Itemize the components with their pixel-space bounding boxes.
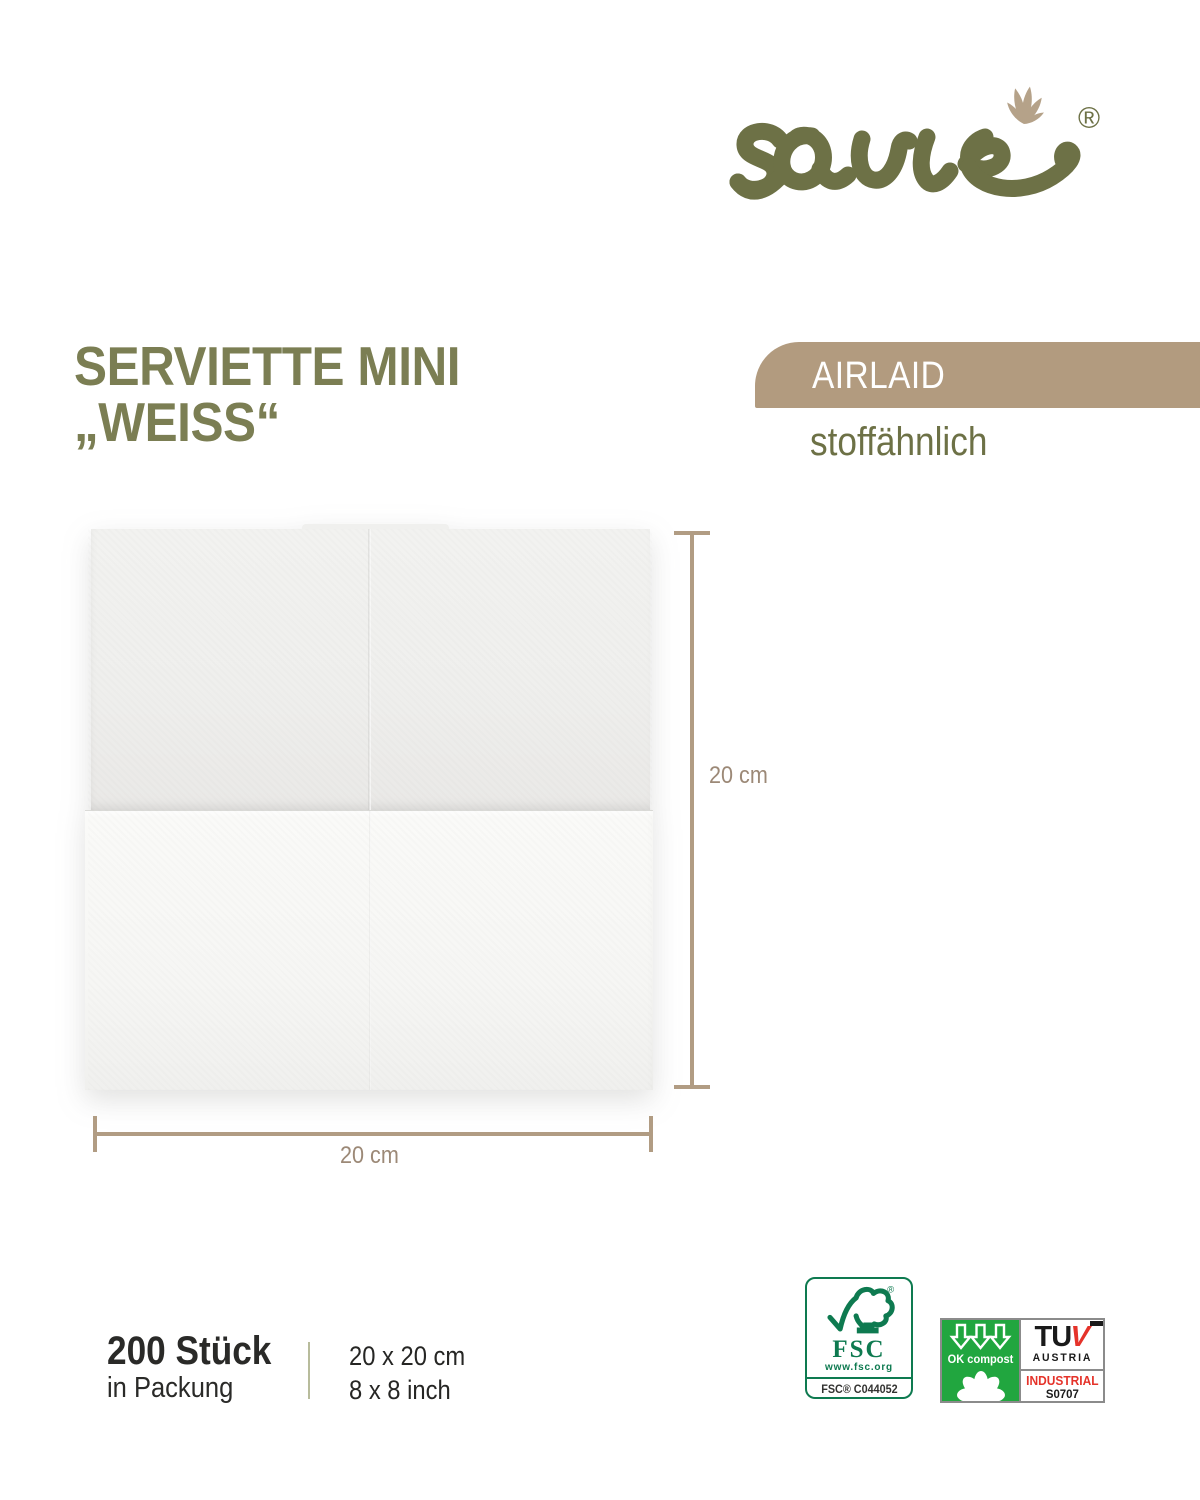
- compost-arrows-icon: [942, 1323, 1019, 1353]
- ok-compost-logo: [942, 1320, 1019, 1401]
- width-dimension-line: [93, 1132, 653, 1136]
- height-dimension-label: 20 cm: [709, 762, 768, 789]
- info-divider: [308, 1342, 310, 1399]
- tuv-region-label: AUSTRIA: [1032, 1352, 1092, 1364]
- tuv-brand-block: [1021, 1320, 1103, 1369]
- page-title: [74, 335, 578, 453]
- napkin-photo: [88, 529, 652, 1090]
- napkin-texture: [88, 529, 652, 1090]
- width-dimension-label: 20 cm: [340, 1142, 399, 1169]
- material-sub-label: stoffähnlich: [810, 420, 988, 464]
- tuv-wordmark: [1034, 1321, 1094, 1353]
- fsc-divider: [807, 1377, 911, 1379]
- tuv-austria-logo: [1019, 1320, 1103, 1401]
- compost-tuv-logo: [940, 1318, 1105, 1403]
- size-imperial: 8 x 8 inch: [349, 1375, 451, 1405]
- size-metric: 20 x 20 cm: [349, 1341, 466, 1371]
- brand-logo: [728, 70, 1128, 220]
- brand-registered-mark: ®: [1078, 102, 1101, 135]
- tuv-sector-label: INDUSTRIAL: [1025, 1373, 1099, 1388]
- fsc-acronym: FSC: [832, 1336, 886, 1364]
- pack-quantity: 200 Stück: [107, 1329, 272, 1373]
- height-dimension-line: [690, 531, 694, 1089]
- title-line-2: „WEISS“: [74, 391, 280, 453]
- compost-flower-icon: [949, 1371, 1013, 1401]
- pack-quantity-sub: in Packung: [107, 1372, 234, 1404]
- fsc-website: www.fsc.org: [825, 1362, 893, 1374]
- fsc-registered-mark: ®: [887, 1284, 895, 1295]
- title-line-1: SERVIETTE MINI: [74, 335, 461, 397]
- fsc-logo: [805, 1277, 913, 1399]
- tuv-letters-black: TU: [1034, 1321, 1072, 1353]
- tuv-cert-number: S0707: [1045, 1387, 1079, 1401]
- fsc-tree-check-icon: [819, 1284, 899, 1339]
- tuv-letter-red: V: [1066, 1321, 1094, 1353]
- sovie-script-icon: [728, 70, 1128, 220]
- ok-compost-label: OK compost: [947, 1352, 1014, 1366]
- leaf-fan-icon: [1005, 86, 1046, 126]
- tuv-cert-block: [1021, 1369, 1103, 1401]
- material-badge-label: AIRLAID: [812, 355, 946, 397]
- material-badge: [755, 342, 1200, 408]
- fsc-license-code: FSC® C044052: [820, 1382, 898, 1396]
